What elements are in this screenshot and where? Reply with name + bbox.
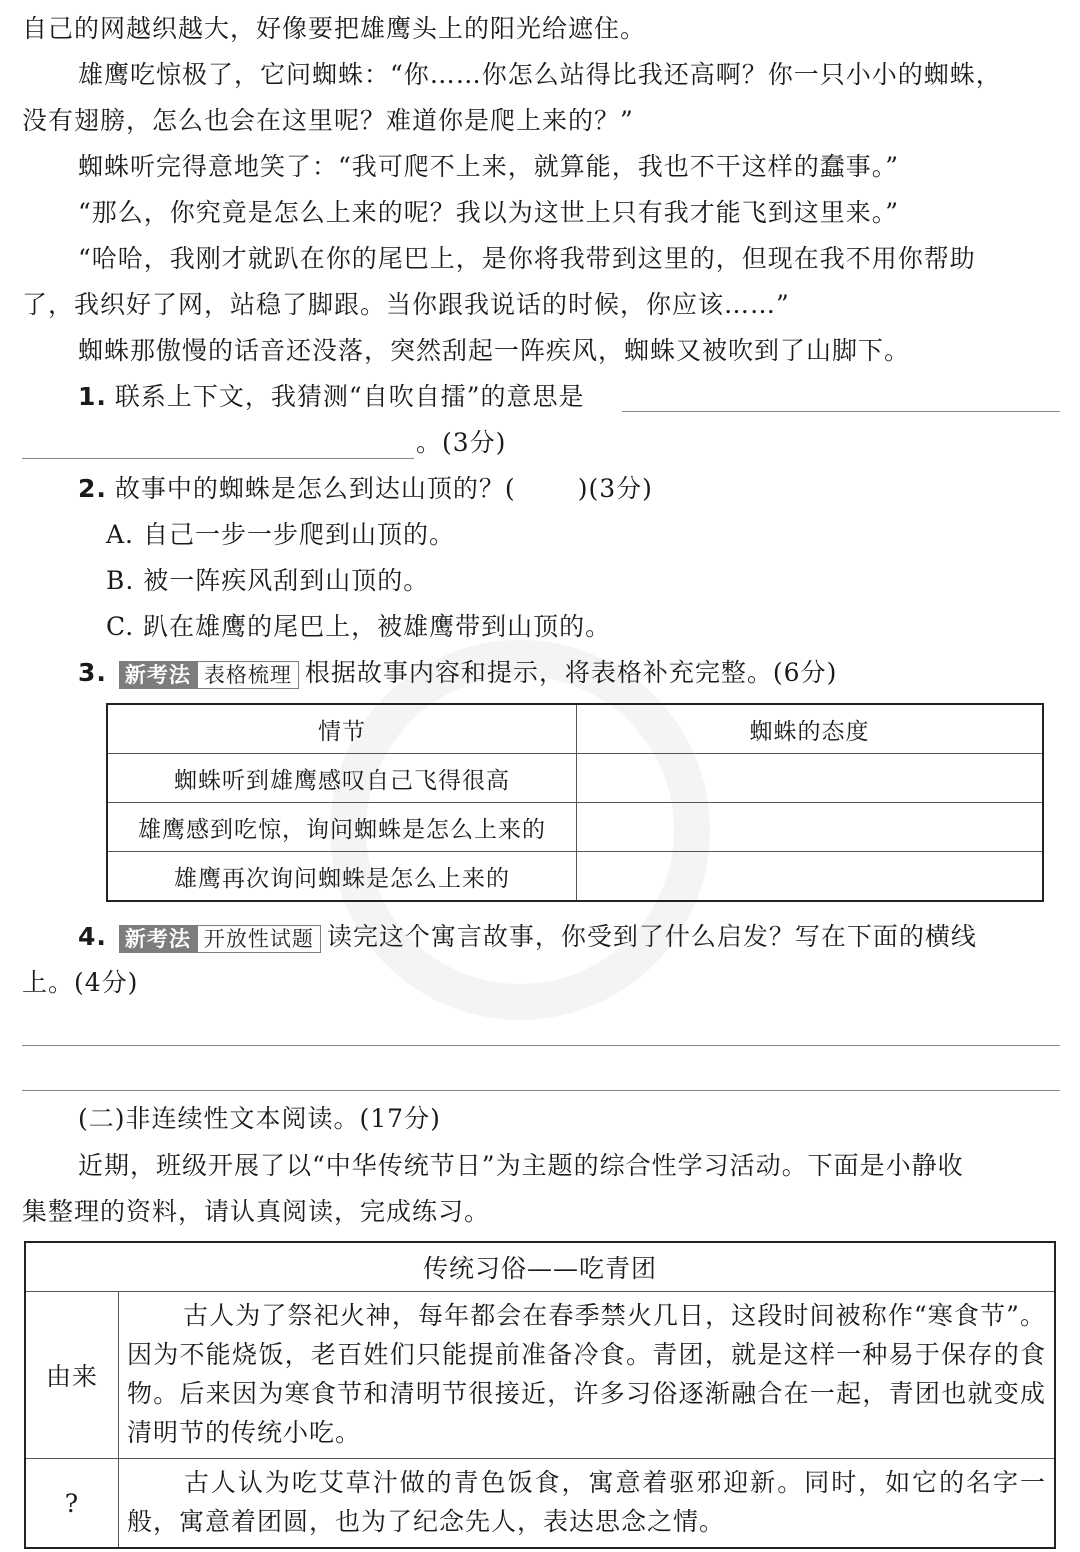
table-header-attitude: 蜘蛛的态度 xyxy=(577,704,1044,754)
question-2-open-paren: ( xyxy=(504,474,516,503)
table-cell-plot: 雄鹰再次询问蜘蛛是怎么上来的 xyxy=(107,852,577,902)
story-line-6: 蜘蛛那傲慢的话音还没落，突然刮起一阵疾风，蜘蛛又被吹到了山脚下。 xyxy=(78,336,911,365)
story-line-5a: “哈哈，我刚才就趴在你的尾巴上，是你将我带到这里的，但现在我不用你帮助 xyxy=(78,244,976,273)
question-1 xyxy=(22,374,1062,420)
table-cell-answer[interactable] xyxy=(577,754,1044,803)
table-row xyxy=(25,1292,1055,1459)
table-title-row xyxy=(25,1242,1055,1292)
question-1-text: 联系上下文，我猜测“自吹自擂”的意思是 xyxy=(114,382,585,411)
question-4 xyxy=(22,914,1062,960)
table-row xyxy=(107,754,1043,803)
row-text-content: 古人为了祭祀火神，每年都会在春季禁火几日，这段时间被称作“寒食节”。因为不能烧饭，老百姓们只能提前准备冷食。青团，就是这样一种易于保存的食物。后来因为寒食节和清明节很接近，许多习俗逐渐融合在一起，青团也就变成清明节的传统小吃。 xyxy=(127,1301,1046,1447)
question-1-answer-line-1[interactable] xyxy=(622,411,1060,412)
question-4-text: 读完这个寓言故事，你受到了什么启发？写在下面的横线 xyxy=(326,922,977,951)
question-3 xyxy=(22,650,1062,696)
story-line-2a: 雄鹰吃惊极了，它问蜘蛛：“你……你怎么站得比我还高啊？你一只小小的蜘蛛， xyxy=(78,60,1002,89)
table-row xyxy=(107,803,1043,852)
table-title: 传统习俗——吃青团 xyxy=(25,1242,1055,1292)
story-line-3: 蜘蛛听完得意地笑了：“我可爬不上来，就算能，我也不干这样的蠢事。” xyxy=(78,152,900,181)
question-1-number: 1. xyxy=(78,382,107,411)
question-4-badge xyxy=(119,925,321,953)
badge-new-method: 新考法 xyxy=(119,925,197,953)
badge-type: 开放性试题 xyxy=(197,925,321,953)
table-cell-answer[interactable] xyxy=(577,852,1044,902)
question-2-number: 2. xyxy=(78,474,107,503)
section-2-title: (二)非连续性文本阅读。(17分) xyxy=(78,1104,441,1133)
section-2-intro-b: 集整理的资料，请认真阅读，完成练习。 xyxy=(22,1197,491,1226)
question-3-text: 根据故事内容和提示，将表格补充完整。(6分) xyxy=(304,658,838,687)
question-2-close-paren: ) xyxy=(577,474,589,503)
table-header-plot: 情节 xyxy=(107,704,577,754)
question-4-answer-line-1[interactable] xyxy=(22,1045,1060,1046)
question-1-end: 。(3分) xyxy=(416,428,507,457)
question-2-option-a: A. 自己一步一步爬到山顶的。 xyxy=(106,520,455,549)
table-header-row xyxy=(107,704,1043,754)
table-cell-answer[interactable] xyxy=(577,803,1044,852)
row-text-content: 古人认为吃艾草汁做的青色饭食，寓意着驱邪迎新。同时，如它的名字一般，寓意着团圆，也为了纪念先人，表达思念之情。 xyxy=(127,1468,1046,1536)
question-4-answer-line-2[interactable] xyxy=(22,1090,1060,1091)
row-text xyxy=(119,1292,1056,1459)
question-4-number: 4. xyxy=(78,922,107,951)
question-2-text: 故事中的蜘蛛是怎么到达山顶的？ xyxy=(114,474,505,503)
row-text xyxy=(119,1459,1056,1549)
plot-attitude-table xyxy=(106,703,1044,902)
question-4-text-cont: 上。(4分) xyxy=(22,968,139,997)
question-2 xyxy=(22,466,1062,512)
story-line-1: 自己的网越织越大，好像要把雄鹰头上的阳光给遮住。 xyxy=(22,14,647,43)
table-cell-plot: 蜘蛛听到雄鹰感叹自己飞得很高 xyxy=(107,754,577,803)
question-2-option-b: B. 被一阵疾风刮到山顶的。 xyxy=(106,566,430,595)
section-2-intro-a: 近期，班级开展了以“中华传统节日”为主题的综合性学习活动。下面是小静收 xyxy=(78,1151,964,1180)
question-3-badge xyxy=(119,661,299,689)
question-1-answer-line-2[interactable] xyxy=(22,458,414,459)
badge-type: 表格梳理 xyxy=(197,661,299,689)
question-3-number: 3. xyxy=(78,658,107,687)
row-label: ? xyxy=(25,1459,119,1549)
table-row xyxy=(107,852,1043,902)
story-line-4: “那么，你究竟是怎么上来的呢？我以为这世上只有我才能飞到这里来。” xyxy=(78,198,900,227)
badge-new-method: 新考法 xyxy=(119,661,197,689)
story-line-5b: 了，我织好了网，站稳了脚跟。当你跟我说话的时候，你应该……” xyxy=(22,290,790,319)
row-label: 由来 xyxy=(25,1292,119,1459)
question-2-option-c: C. 趴在雄鹰的尾巴上，被雄鹰带到山顶的。 xyxy=(106,612,612,641)
table-row xyxy=(25,1459,1055,1549)
table-cell-plot: 雄鹰感到吃惊，询问蜘蛛是怎么上来的 xyxy=(107,803,577,852)
question-2-score: (3分) xyxy=(588,474,653,503)
custom-info-table xyxy=(24,1241,1056,1549)
story-line-2b: 没有翅膀，怎么也会在这里呢？难道你是爬上来的？” xyxy=(22,106,634,135)
